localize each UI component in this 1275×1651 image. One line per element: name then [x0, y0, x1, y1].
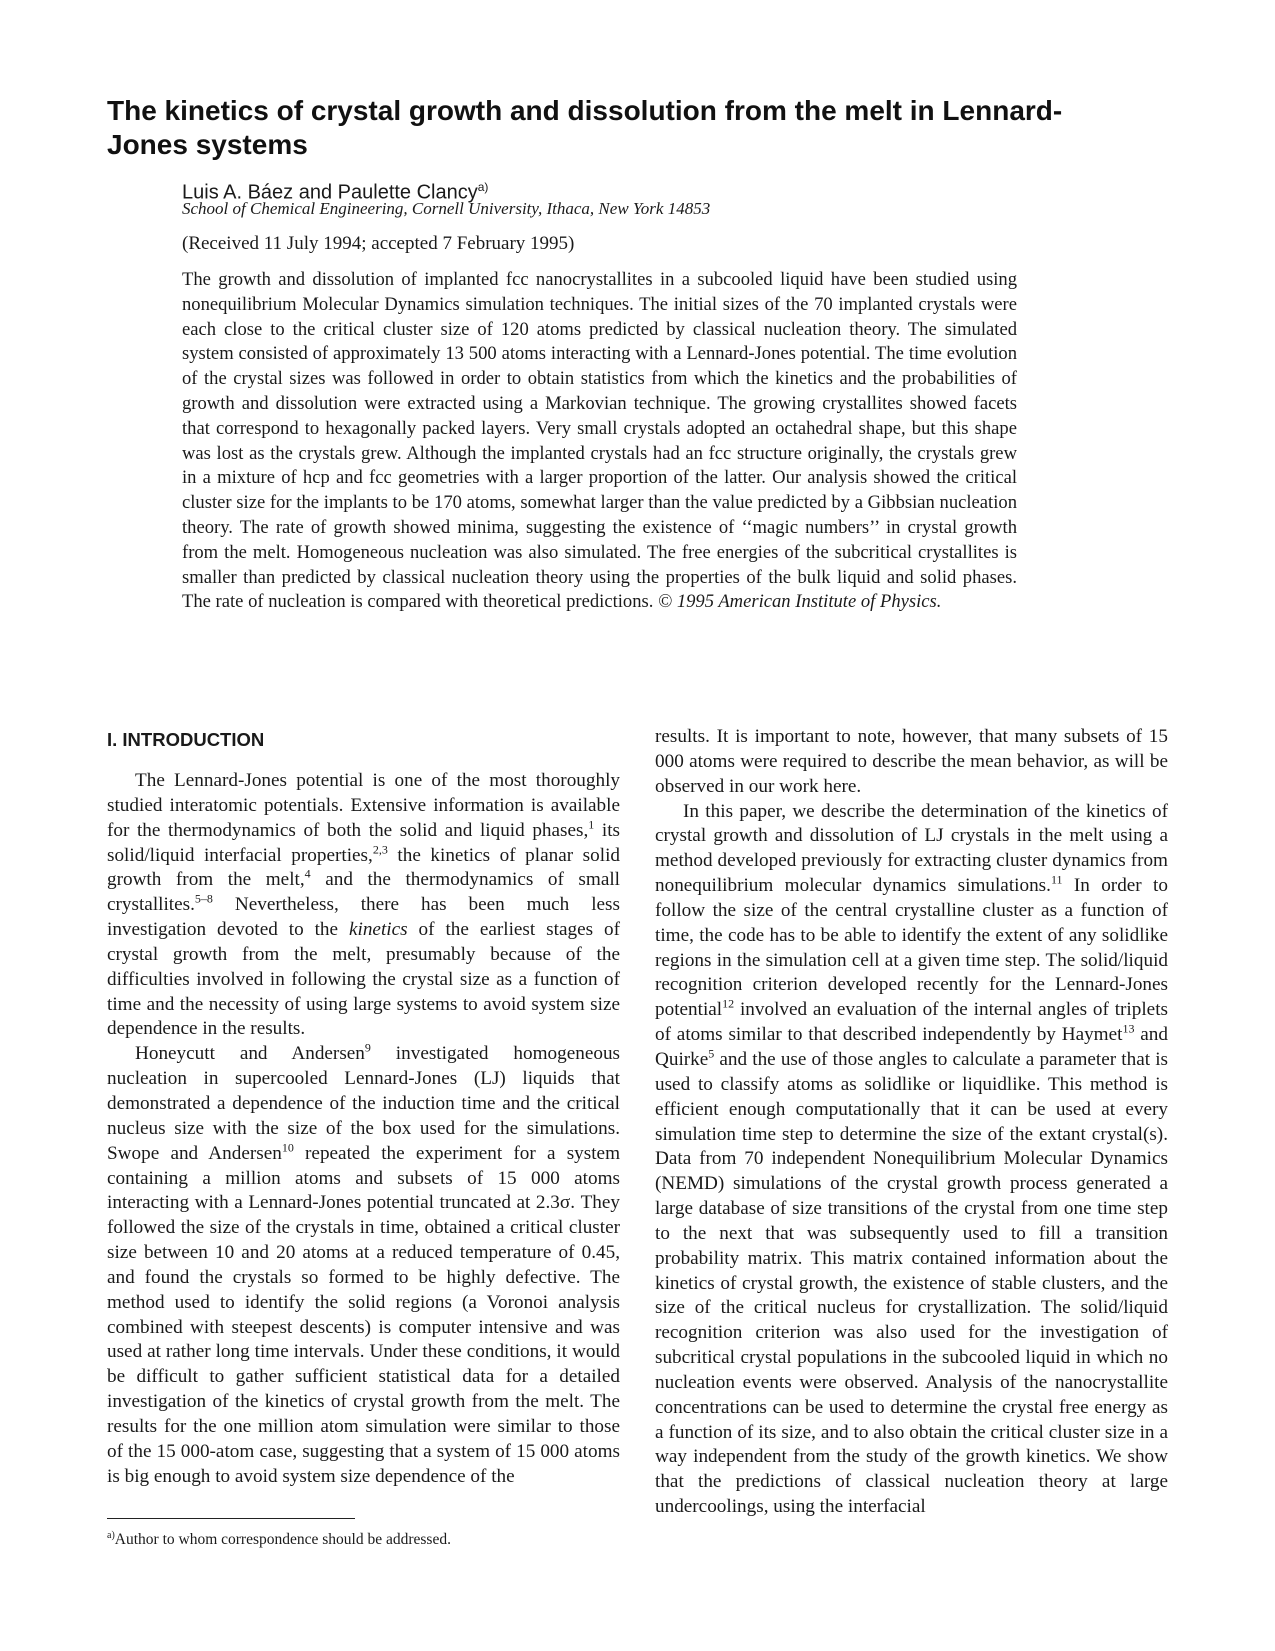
text-run: and the thermodynamics of small crystallites. — [107, 869, 620, 916]
left-column — [107, 769, 620, 1489]
right-column — [655, 725, 1168, 1520]
citation-ref: 11 — [1050, 872, 1063, 887]
footnote — [107, 1530, 451, 1549]
text-run: In order to follow the size of the central crystalline cluster as a function of time, the code has to be able to identify the extent of any solidlike regions in the simulation cell at a given time step. The solid/liquid recognition criterion developed recently for the Lennard-Jones potential — [655, 875, 1168, 1021]
text-run: and the use of those angles to calculate a parameter that is used to classify atoms as solidlike or liquidlike. This method is efficient enough computationally that it can be used at every simulation time step to determine the size of the extant crystal(s). Data from 70 independent Nonequilibrium Molecular Dynamics (NEMD) simulations of the crystal growth process generated a large database of size transitions of the crystal from one time step to the next that was subsequently used to fill a transition probability matrix. This matrix contained information about the kinetics of crystal growth, the existence of stable clusters, and the size of the critical nucleus for crystallization. The solid/liquid recognition criterion was also used for the investigation of subcritical crystal populations in the subcooled liquid in which no nucleation events were observed. Analysis of the nanocrystallite concentrations can be used to determine the crystal free energy as a function of its size, and to also obtain the critical cluster size in a way independent from the study of the growth kinetics. We show that the predictions of classical nucleation theory at large undercoolings, using the interfacial — [655, 1048, 1168, 1518]
paragraph — [107, 769, 620, 1042]
text-run: and Quirke — [655, 1024, 1168, 1070]
paper-title: The kinetics of crystal growth and dissolution from the melt in Lennard-Jones systems — [107, 95, 1063, 160]
text-run: the kinetics of planar solid growth from the melt, — [107, 844, 620, 891]
author-footnote-marker: a) — [477, 180, 489, 194]
abstract-text: The growth and dissolution of implanted fcc nanocrystallites in a subcooled liquid have been studied using nonequilibrium Molecular Dynamics simulation techniques. The initial sizes of the 70 implanted crystals were each close to the critical cluster size of 120 atoms predicted by classical nucleation theory. The simulated system consisted of approximately 13 500 atoms interacting with a Lennard-Jones potential. The time evolution of the crystal sizes was followed in order to obtain statistics from which the kinetics and the probabilities of growth and dissolution were extracted using a Markovian technique. The growing crystallites showed facets that correspond to hexagonally packed layers. Very small crystals adopted an octahedral shape, but this shape was lost as the crystals grew. Although the implanted crystals had an fcc structure originally, the crystals grew in a mixture of hcp and fcc geometries with a larger proportion of the latter. Our analysis showed the critical cluster size for the implants to be 170 atoms, somewhat larger than the value predicted by a Gibbsian nucleation theory. The rate of growth showed minima, suggesting the existence of ‘‘magic numbers’’ in crystal growth from the melt. Homogeneous nucleation was also simulated. The free energies of the subcritical crystallites is smaller than predicted by classical nucleation theory using the properties of the bulk liquid and solid phases. The rate of nucleation is compared with theoretical predictions. — [182, 269, 1017, 613]
citation-ref: 2,3 — [372, 842, 388, 857]
citation-ref: 5–8 — [194, 891, 213, 906]
paragraph — [655, 800, 1168, 1520]
text-run: Honeycutt and Andersen — [135, 1043, 365, 1065]
citation-ref: 13 — [1122, 1021, 1135, 1036]
author-names: Luis A. Báez and Paulette Clancy — [182, 181, 478, 204]
text-run: In this paper, we describe the determination of the kinetics of crystal growth and dissolution of LJ crystals in the melt using a method developed previously for extracting cluster dynamics from nonequilibrium molecular dynamics simulations. — [655, 800, 1168, 897]
footnote-text: Author to whom correspondence should be addressed. — [114, 1531, 451, 1549]
text-run: involved an evaluation of the internal angles of triplets of atoms similar to that described independently by Haymet — [655, 999, 1168, 1046]
emphasis: kinetics — [348, 919, 408, 941]
citation-ref: 5 — [708, 1046, 715, 1061]
text-run: The Lennard-Jones potential is one of the most thoroughly studied interatomic potentials. Extensive information is available for the thermodynamics of both the solid and liquid phases, — [107, 770, 620, 841]
copyright-notice: © 1995 American Institute of Physics. — [658, 591, 942, 613]
section-heading: I. INTRODUCTION — [107, 729, 265, 750]
abstract — [182, 268, 1017, 615]
text-run: investigated homogeneous nucleation in supercooled Lennard-Jones (LJ) liquids that demonstrated a dependence of the induction time and the critical nucleus size with the size of the box used for the simulations. Swope and Andersen — [107, 1043, 620, 1164]
paragraph: results. It is important to note, however, that many subsets of 15 000 atoms were required to describe the mean behavior, as will be observed in our work here. — [655, 726, 1168, 797]
citation-ref: 9 — [364, 1040, 371, 1055]
text-run: repeated the experiment for a system containing a million atoms and subsets of 15 000 atoms interacting with a Lennard-Jones potential truncated at 2.3σ. They followed the size of the crystals in time, obtained a critical cluster size between 10 and 20 atoms at a reduced temperature of 0.45, and found the crystals so formed to be highly defective. The method used to identify the solid regions (a Voronoi analysis combined with steepest descents) is computer intensive and was used at rather long time intervals. Under these conditions, it would be difficult to gather sufficient statistical data for a detailed investigation of the kinetics of crystal growth from the melt. The results for the one million atom simulation were similar to those of the 15 000-atom case, suggesting that a system of 15 000 atoms is big enough to avoid system size dependence of the — [107, 1142, 620, 1487]
citation-ref: 4 — [304, 866, 311, 881]
text-run: its solid/liquid interfacial properties, — [107, 819, 620, 866]
footnote-marker: a) — [107, 1530, 115, 1541]
text-run: of the earliest stages of crystal growth from the melt, presumably because of the difficulties involved in following the crystal size as a function of time and the necessity of using large systems to avoid system size dependence in the results. — [107, 919, 620, 1040]
citation-ref: 10 — [281, 1140, 294, 1155]
citation-ref: 1 — [588, 817, 595, 832]
text-run: Nevertheless, there has been much less investigation devoted to the — [107, 894, 620, 941]
paragraph — [107, 1042, 620, 1489]
footnote-divider — [107, 1518, 355, 1519]
received-dates: (Received 11 July 1994; accepted 7 February 1995) — [182, 233, 575, 254]
affiliation: School of Chemical Engineering, Cornell University, Ithaca, New York 14853 — [182, 199, 711, 218]
citation-ref: 12 — [722, 996, 735, 1011]
